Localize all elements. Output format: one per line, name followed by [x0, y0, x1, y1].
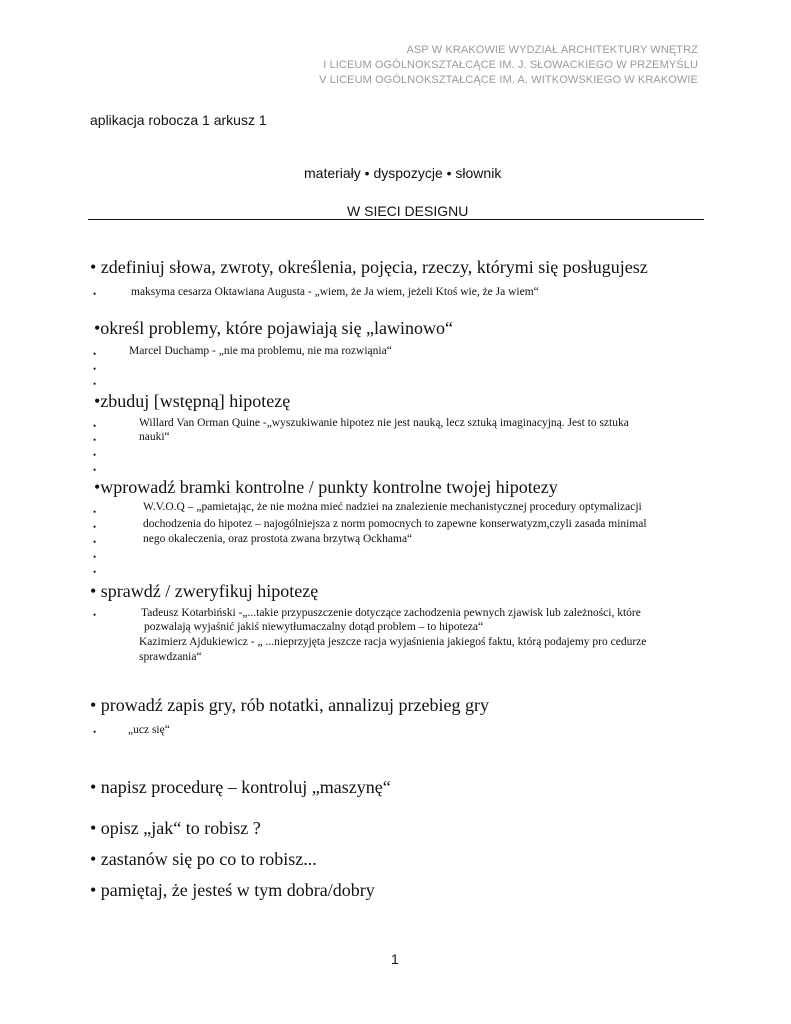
section-heading-hypothesis: •zbuduj [wstępną] hipotezę — [94, 391, 291, 411]
title-divider — [88, 219, 704, 220]
section-heading-reflect: • zastanów się po co to robisz... — [90, 849, 317, 869]
list-bullet: • — [93, 567, 97, 577]
section-heading-procedure: • napisz procedurę – kontroluj „maszynę“ — [90, 777, 391, 797]
list-bullet: • — [93, 522, 97, 532]
quote-kotarbinski-line-1: Tadeusz Kotarbiński -„...takie przypuszczenie dotyczące zachodzenia pewnych zjawisk lub zależności, które — [141, 607, 641, 619]
quote-wvoq-line-3: nego okaleczenia, oraz prostota zwana brzytwą Ockhama“ — [143, 533, 413, 545]
list-bullet: • — [93, 450, 97, 460]
list-bullet: • — [93, 507, 97, 517]
list-bullet: • — [93, 465, 97, 475]
list-bullet: • — [93, 289, 97, 299]
list-bullet: • — [93, 727, 97, 737]
section-heading-describe: • opisz „jak“ to robisz ? — [90, 818, 261, 838]
header-line-2: I LICEUM OGÓLNOKSZTAŁCĄCE IM. J. SŁOWACKIEGO W PRZEMYŚLU — [323, 59, 698, 71]
quote-ajdukiewicz-line-2: sprawdzania“ — [139, 651, 202, 663]
quote-quine-line-1: Willard Van Orman Quine -„wyszukiwanie hipotez nie jest nauką, lecz sztuką imaginacyjną. Jest to sztuka — [139, 417, 629, 429]
quote-augustus: maksyma cesarza Oktawiana Augusta - „wiem, że Ja wiem, jeżeli Ktoś wie, że Ja wiem“ — [131, 286, 539, 298]
quote-ajdukiewicz-line-1: Kazimierz Ajdukiewicz - „ ...nieprzyjęta jeszcze racja wyjaśnienia jakiegoś faktu, którą podajemy pro cedurze — [139, 636, 647, 648]
page-title: W SIECI DESIGNU — [347, 203, 469, 219]
list-bullet: • — [93, 537, 97, 547]
section-heading-define: • zdefiniuj słowa, zwroty, określenia, pojęcia, rzeczy, którymi się posługujesz — [90, 257, 648, 277]
section-heading-checkpoints: •wprowadź bramki kontrolne / punkty kontrolne twojej hipotezy — [94, 477, 558, 497]
list-bullet: • — [93, 610, 97, 620]
header-line-3: V LICEUM OGÓLNOKSZTAŁCĄCE IM. A. WITKOWSKIEGO W KRAKOWIE — [319, 74, 698, 86]
list-bullet: • — [93, 364, 97, 374]
quote-wvoq-line-1: W.V.O.Q – „pamietając, że nie można mieć nadziei na znalezienie mechanistycznej procedury optymalizacji — [143, 501, 642, 513]
quote-quine-line-2: nauki“ — [139, 431, 170, 443]
quote-kotarbinski-line-2: pozwalają wyjaśnić jakiś niewytłumaczalny dotąd problem – to hipoteza“ — [144, 621, 484, 633]
quote-learn: „ucz się“ — [128, 724, 170, 736]
header-line-1: ASP W KRAKOWIE WYDZIAŁ ARCHITEKTURY WNĘTRZ — [406, 44, 698, 56]
section-heading-notes: • prowadź zapis gry, rób notatki, annalizuj przebieg gry — [90, 695, 489, 715]
list-bullet: • — [93, 379, 97, 389]
list-bullet: • — [93, 552, 97, 562]
quote-wvoq-line-2: dochodzenia do hipotez – najogólniejsza z norm pomocnych to zapewne konserwatyzm,czyli zasada minimal — [143, 518, 647, 530]
section-heading-verify: • sprawdź / zweryfikuj hipotezę — [90, 581, 319, 601]
list-bullet: • — [93, 349, 97, 359]
list-bullet: • — [93, 435, 97, 445]
list-bullet: • — [93, 421, 97, 431]
subtitle: materiały • dyspozycje • słownik — [304, 165, 502, 181]
document-label: aplikacja robocza 1 arkusz 1 — [90, 112, 267, 128]
page-number: 1 — [391, 951, 399, 967]
section-heading-problems: •określ problemy, które pojawiają się „lawinowo“ — [94, 318, 454, 338]
section-heading-remember: • pamiętaj, że jesteś w tym dobra/dobry — [90, 880, 375, 900]
quote-duchamp: Marcel Duchamp - „nie ma problemu, nie ma rozwiąnia“ — [129, 345, 392, 357]
